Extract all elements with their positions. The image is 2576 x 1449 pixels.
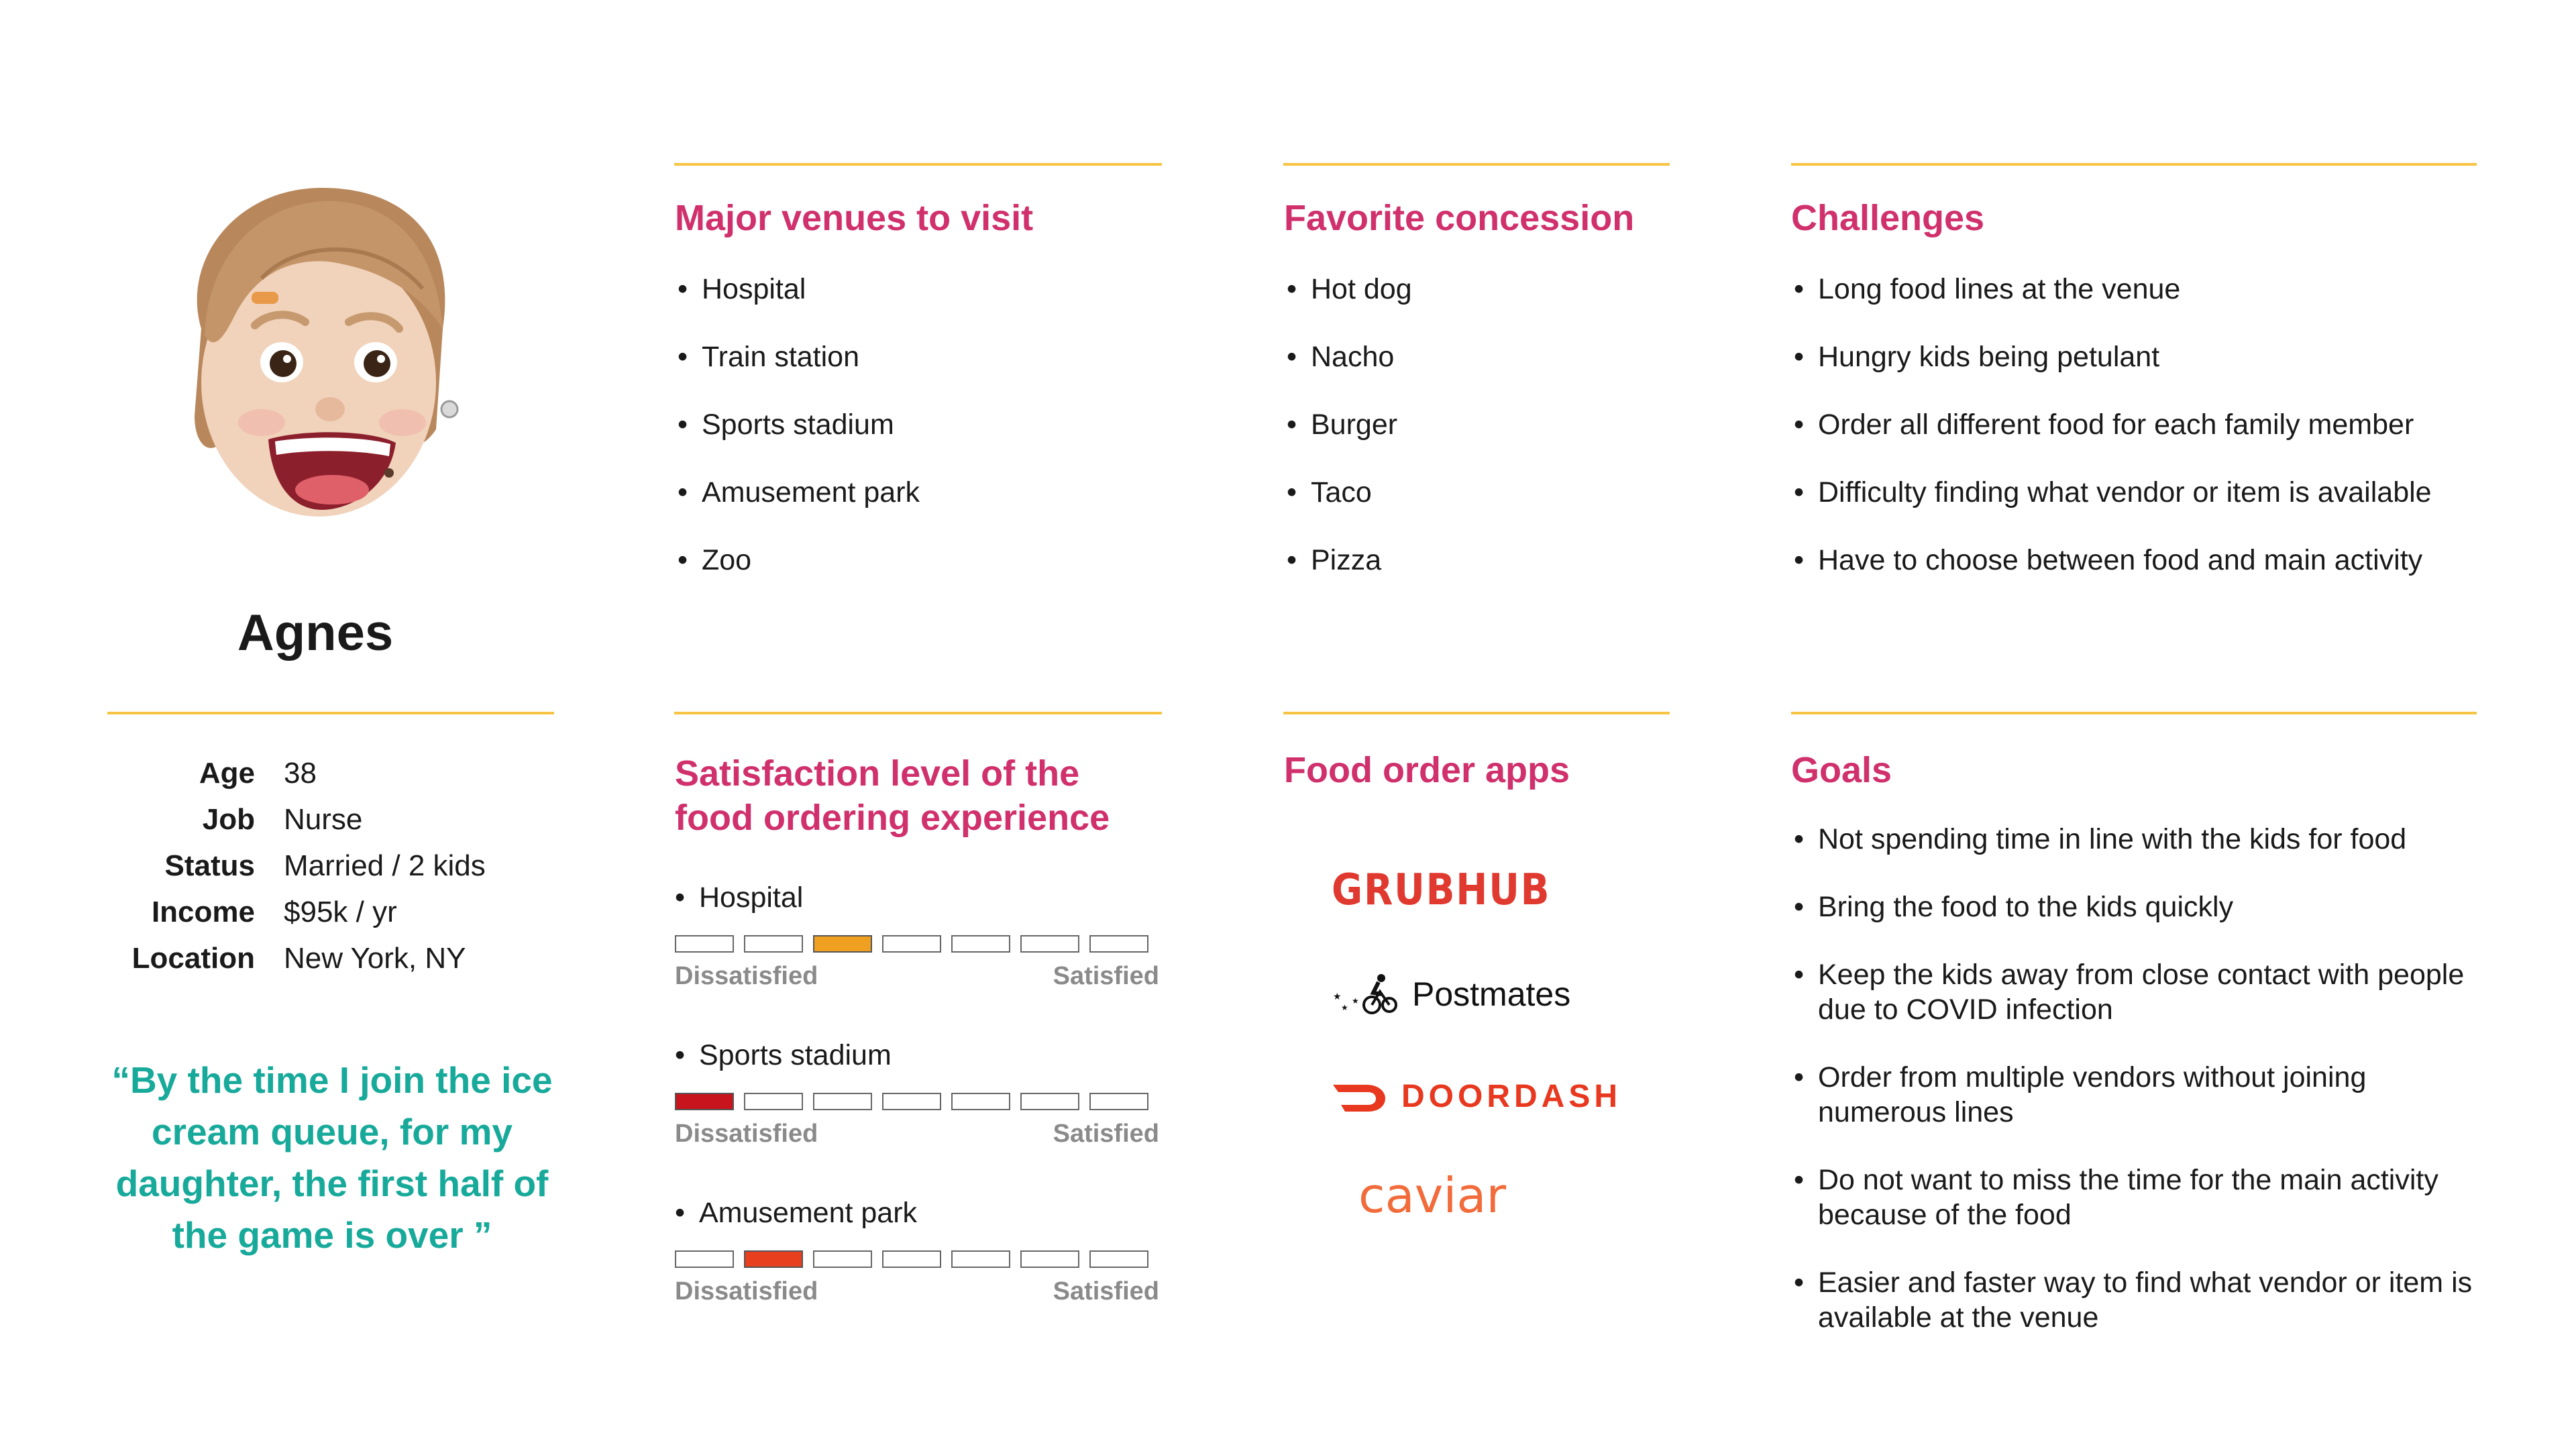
scale-segment: [675, 1250, 734, 1268]
postmates-logo: [1332, 973, 1570, 1016]
list-item: • Long food lines at the venue: [1794, 272, 2432, 307]
list-item: • Sports stadium: [678, 407, 920, 442]
doordash-wordmark: DOORDASH: [1401, 1079, 1622, 1114]
detail-label: Job: [202, 803, 255, 836]
detail-value: Nurse: [284, 803, 363, 836]
scale-segment: [882, 1250, 941, 1268]
scale-segment-selected: [813, 935, 872, 953]
scale-segment: [1020, 1093, 1079, 1110]
persona-name: Agnes: [237, 604, 394, 661]
apps-heading: Food order apps: [1284, 750, 1570, 790]
goals-heading: Goals: [1791, 750, 1892, 790]
dissatisfied-label: Dissatisfied: [675, 962, 818, 990]
scale-segment: [1020, 1250, 1079, 1268]
satisfaction-scale: [675, 1093, 1162, 1110]
list-item: • Do not want to miss the time for the main activity because of the food: [1794, 1163, 2491, 1232]
list-item: • Pizza: [1287, 543, 1412, 578]
satisfaction-sports-stadium: [675, 1038, 1162, 1148]
persona-avatar: [154, 161, 470, 537]
list-item: • Nacho: [1287, 339, 1412, 374]
venues-list: [678, 272, 920, 610]
satisfaction-scale: [675, 1250, 1162, 1268]
detail-label: Location: [131, 942, 255, 975]
divider: [107, 712, 554, 714]
satisfied-label: Satisfied: [1053, 962, 1159, 990]
satisfaction-venue-label: • Hospital: [675, 880, 1162, 915]
challenges-list: [1794, 272, 2432, 610]
caviar-logo: caviar: [1358, 1167, 1507, 1224]
venues-heading: Major venues to visit: [675, 198, 1034, 238]
scale-segment: [1089, 1093, 1148, 1110]
goals-list: [1794, 822, 2491, 1368]
svg-text:★: ★: [1333, 991, 1342, 1002]
list-item: • Train station: [678, 339, 920, 374]
concession-list: [1287, 272, 1412, 610]
divider: [1283, 712, 1670, 714]
detail-value: $95k / yr: [284, 896, 397, 928]
scale-segment: [744, 935, 803, 953]
detail-row-income: [101, 889, 486, 935]
list-item: • Taco: [1287, 475, 1412, 510]
concession-heading: Favorite concession: [1284, 198, 1635, 238]
detail-row-location: [101, 935, 486, 981]
list-item: • Order from multiple vendors without joining numerous lines: [1794, 1060, 2491, 1130]
persona-quote: “By the time I join the ice cream queue, for my daughter, the first half of the game is over ”: [111, 1059, 553, 1256]
scale-segment: [951, 1250, 1010, 1268]
scale-segment: [744, 1093, 803, 1110]
list-item: • Amusement park: [678, 475, 920, 510]
list-item: • Hungry kids being petulant: [1794, 339, 2432, 374]
detail-row-status: [101, 843, 486, 889]
persona-details: [101, 750, 486, 981]
detail-label: Age: [199, 757, 255, 790]
scale-segment: [813, 1250, 872, 1268]
satisfaction-scale: [675, 935, 1162, 953]
list-item: • Burger: [1287, 407, 1412, 442]
scale-segment: [882, 935, 941, 953]
divider: [674, 712, 1162, 714]
scale-segment: [1089, 1250, 1148, 1268]
scale-segment: [951, 1093, 1010, 1110]
dissatisfied-label: Dissatisfied: [675, 1120, 818, 1148]
satisfied-label: Satisfied: [1053, 1120, 1159, 1148]
scale-segment-selected: [744, 1250, 803, 1268]
list-item: • Keep the kids away from close contact with people due to COVID infection: [1794, 957, 2491, 1027]
detail-label: Status: [164, 849, 255, 882]
scale-segment-selected: [675, 1093, 734, 1110]
list-item: • Hospital: [678, 272, 920, 307]
divider: [1791, 163, 2477, 166]
satisfaction-venue-label: • Sports stadium: [675, 1038, 1162, 1073]
scale-segment: [813, 1093, 872, 1110]
list-item: • Order all different food for each family member: [1794, 407, 2432, 442]
scale-segment: [675, 935, 734, 953]
grubhub-logo: GRUBHUB: [1332, 865, 1551, 915]
list-item: • Hot dog: [1287, 272, 1412, 307]
list-item: • Bring the food to the kids quickly: [1794, 890, 2491, 924]
satisfaction-amusement-park: [675, 1195, 1162, 1306]
doordash-logo: [1332, 1078, 1621, 1115]
scale-segment: [1020, 935, 1079, 953]
detail-value: New York, NY: [284, 942, 466, 975]
list-item: • Easier and faster way to find what vendor or item is available at the venue: [1794, 1265, 2491, 1335]
divider: [674, 163, 1162, 166]
challenges-heading: Challenges: [1791, 198, 1985, 238]
postmates-wordmark: Postmates: [1412, 975, 1571, 1013]
satisfaction-venue-label: • Amusement park: [675, 1195, 1162, 1230]
scale-segment: [1089, 935, 1148, 953]
divider: [1791, 712, 2477, 714]
svg-text:★: ★: [1352, 996, 1359, 1006]
list-item: • Not spending time in line with the kids for food: [1794, 822, 2491, 857]
scale-segment: [882, 1093, 941, 1110]
detail-value: Married / 2 kids: [284, 849, 486, 882]
satisfaction-hospital: [675, 880, 1162, 991]
dissatisfied-label: Dissatisfied: [675, 1277, 818, 1305]
list-item: • Have to choose between food and main activity: [1794, 543, 2432, 578]
doordash-dash-icon: [1332, 1081, 1387, 1113]
courier-icon: [1332, 973, 1399, 1016]
list-item: • Zoo: [678, 543, 920, 578]
detail-value: 38: [284, 757, 317, 790]
scale-segment: [951, 935, 1010, 953]
detail-row-job: [101, 796, 486, 843]
svg-text:★: ★: [1341, 1003, 1348, 1012]
detail-label: Income: [151, 896, 255, 928]
list-item: • Difficulty finding what vendor or item is available: [1794, 475, 2432, 510]
satisfaction-heading: Satisfaction level of the food ordering experience: [675, 753, 1110, 838]
divider: [1283, 163, 1670, 166]
detail-row-age: [101, 750, 486, 796]
satisfied-label: Satisfied: [1053, 1277, 1159, 1305]
